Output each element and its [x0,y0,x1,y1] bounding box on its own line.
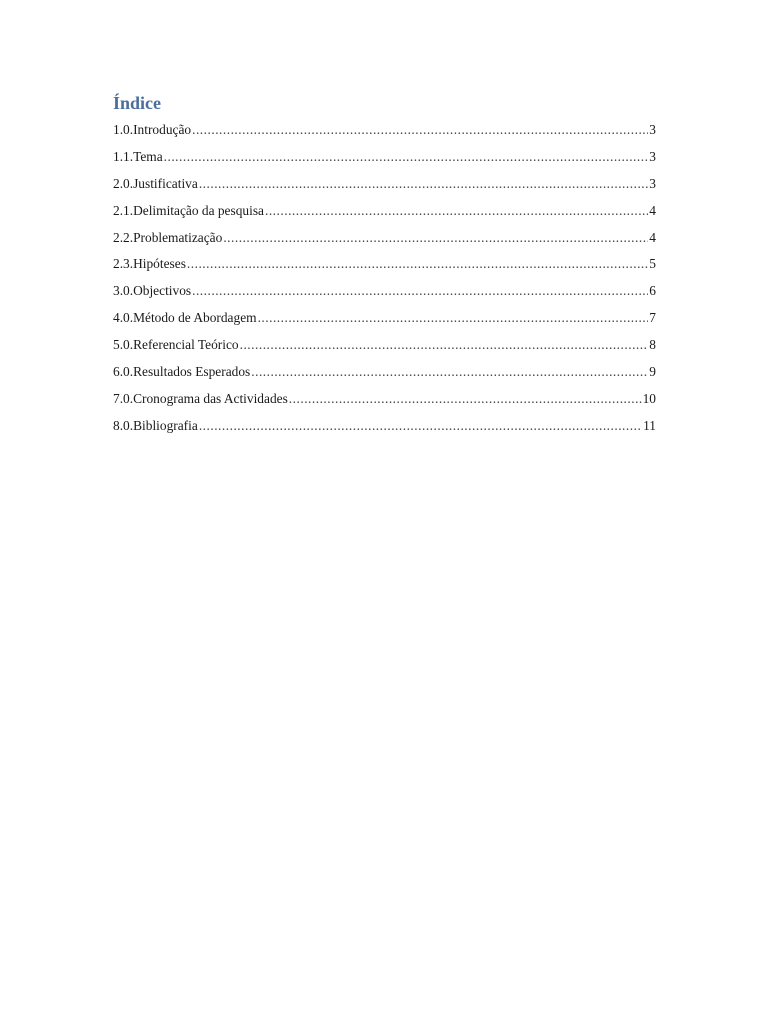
toc-entry-justificativa[interactable] [113,176,656,203]
dot-leader [289,391,642,407]
toc-entry-label: Objectivos [133,283,192,299]
toc-entry-label: Problematização [133,229,223,245]
toc-entry-delimitacao[interactable] [113,203,656,230]
dot-leader [223,230,648,246]
toc-entry-label: Hipóteses [133,256,186,272]
toc-entry-page: 3 [649,148,656,164]
toc-entry-label: Método de Abordagem [133,310,257,326]
toc-entry-page: 6 [649,283,656,299]
toc-entry-resultados[interactable] [113,364,656,391]
toc-entry-number: 4.0. [113,310,134,326]
toc-entry-page: 11 [643,417,656,433]
toc-entry-cronograma[interactable] [113,391,656,418]
dot-leader [251,364,648,380]
toc-entry-number: 2.2. [113,229,134,245]
toc-entry-number: 7.0. [113,390,134,406]
toc-entry-number: 6.0. [113,364,134,380]
toc-entry-page: 4 [649,229,656,245]
dot-leader [192,283,648,299]
toc-entry-metodo[interactable] [113,310,656,337]
toc-entry-objectivos[interactable] [113,283,656,310]
toc-entry-page: 8 [649,337,656,353]
dot-leader [199,418,642,434]
toc-entry-label: Delimitação da pesquisa [133,202,264,218]
toc-entry-introducao[interactable] [113,122,656,149]
toc-entry-label: Resultados Esperados [133,364,251,380]
table-of-contents [113,91,656,445]
toc-entry-number: 2.0. [113,175,134,191]
dot-leader [192,122,648,138]
toc-entry-number: 8.0. [113,417,134,433]
dot-leader [265,203,648,219]
toc-entry-number: 2.1. [113,202,134,218]
toc-entry-tema[interactable] [113,149,656,176]
toc-entry-page: 7 [649,310,656,326]
toc-entry-number: 1.0. [113,122,134,137]
dot-leader [164,149,649,165]
toc-entry-label: Tema [133,148,163,164]
toc-entry-label: Bibliografia [133,417,198,433]
toc-entry-label: Cronograma das Actividades [133,390,288,406]
toc-entry-page: 3 [649,175,656,191]
toc-entry-label: Introdução [133,122,192,137]
toc-title: Índice [113,93,162,113]
dot-leader [187,256,648,272]
toc-entry-page: 5 [649,256,656,272]
toc-entry-bibliografia[interactable] [113,418,656,445]
toc-entry-problematizacao[interactable] [113,230,656,257]
toc-entry-page: 9 [649,364,656,380]
toc-entry-referencial[interactable] [113,337,656,364]
toc-entry-page: 3 [649,122,656,137]
toc-entry-page: 4 [649,202,656,218]
toc-entry-page: 10 [642,390,656,406]
toc-entry-label: Referencial Teórico [133,337,239,353]
toc-entry-number: 3.0. [113,283,134,299]
toc-entry-hipoteses[interactable] [113,256,656,283]
dot-leader [199,176,648,192]
toc-entry-label: Justificativa [133,175,198,191]
toc-list [113,122,656,445]
dot-leader [240,337,649,353]
toc-entry-number: 2.3. [113,256,134,272]
toc-entry-number: 5.0. [113,337,134,353]
toc-entry-number: 1.1. [113,148,134,164]
dot-leader [258,310,649,326]
